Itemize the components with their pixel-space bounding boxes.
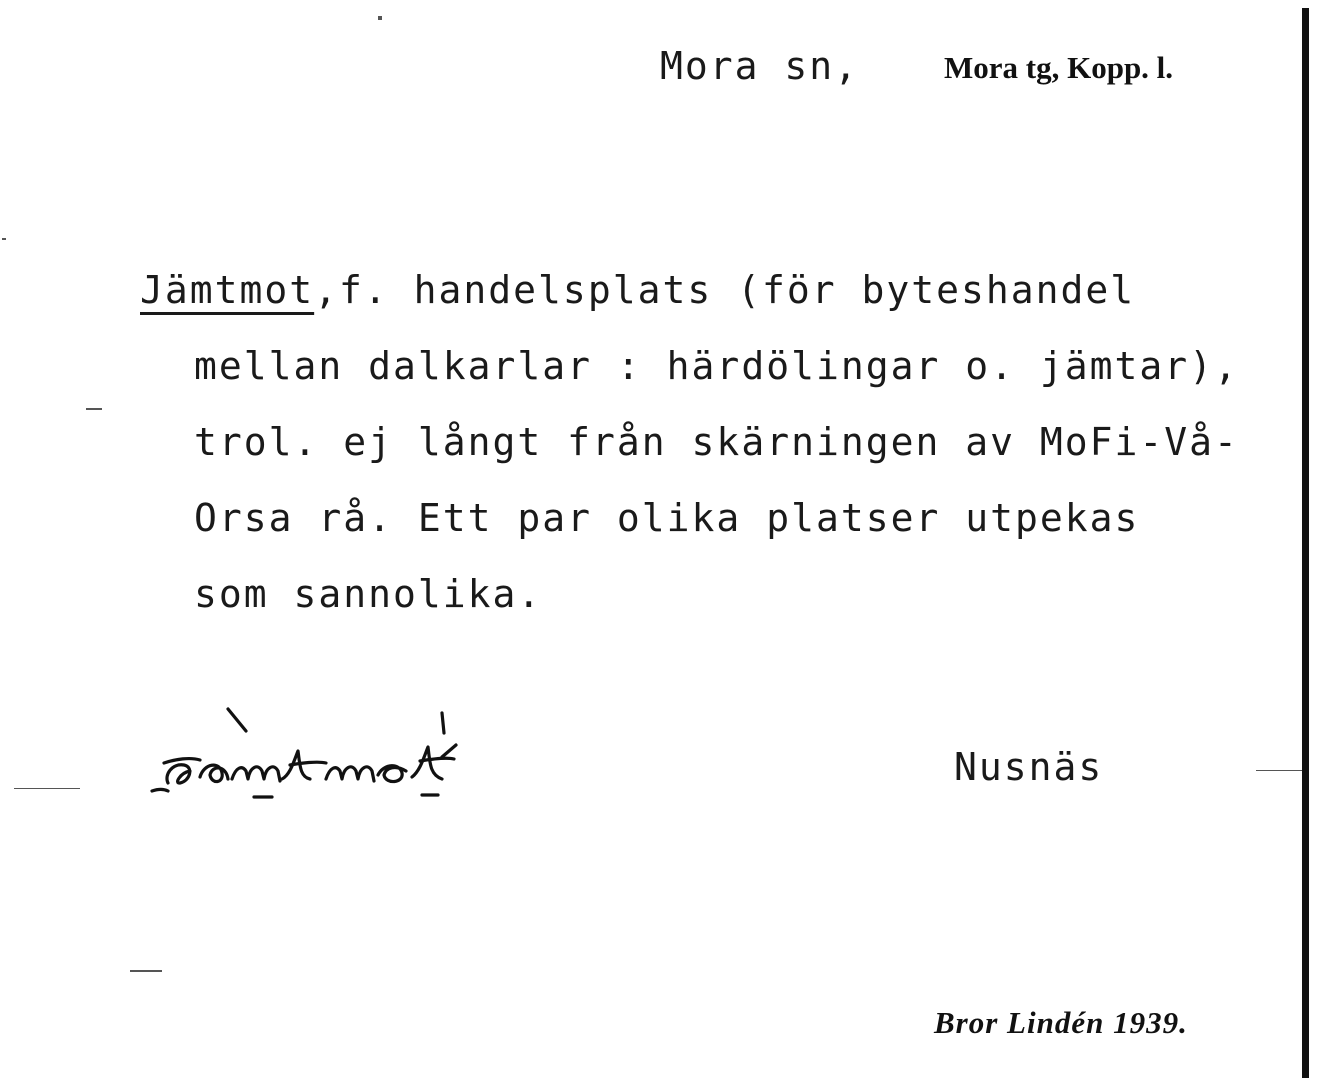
entry-line: som sannolika. bbox=[194, 572, 543, 616]
scan-speck bbox=[2, 238, 6, 240]
headword: Jämtmot bbox=[140, 268, 315, 312]
entry-first-line bbox=[140, 268, 1135, 312]
scan-speck bbox=[14, 788, 80, 789]
scan-speck bbox=[1256, 770, 1302, 771]
entry-line: mellan dalkarlar : härdölingar o. jämtar), bbox=[194, 344, 1239, 388]
scan-speck bbox=[130, 970, 162, 972]
entry-line: trol. ej långt från skärningen av MoFi-Vå- bbox=[194, 420, 1239, 464]
place-name: Nusnäs bbox=[954, 745, 1104, 789]
collector-signature: Bror Lindén 1939. bbox=[934, 1005, 1188, 1040]
entry-line: Orsa rå. Ett par olika platser utpekas bbox=[194, 496, 1140, 540]
card-edge-line bbox=[1302, 8, 1309, 1078]
handwritten-phonetic-form bbox=[150, 705, 520, 815]
scan-speck bbox=[86, 408, 102, 410]
scan-speck bbox=[378, 16, 382, 20]
parish-label: Mora sn, bbox=[660, 44, 860, 88]
district-stamp: Mora tg, Kopp. l. bbox=[944, 50, 1174, 85]
entry-definition-start: ,f. handelsplats (för byteshandel bbox=[314, 268, 1136, 312]
